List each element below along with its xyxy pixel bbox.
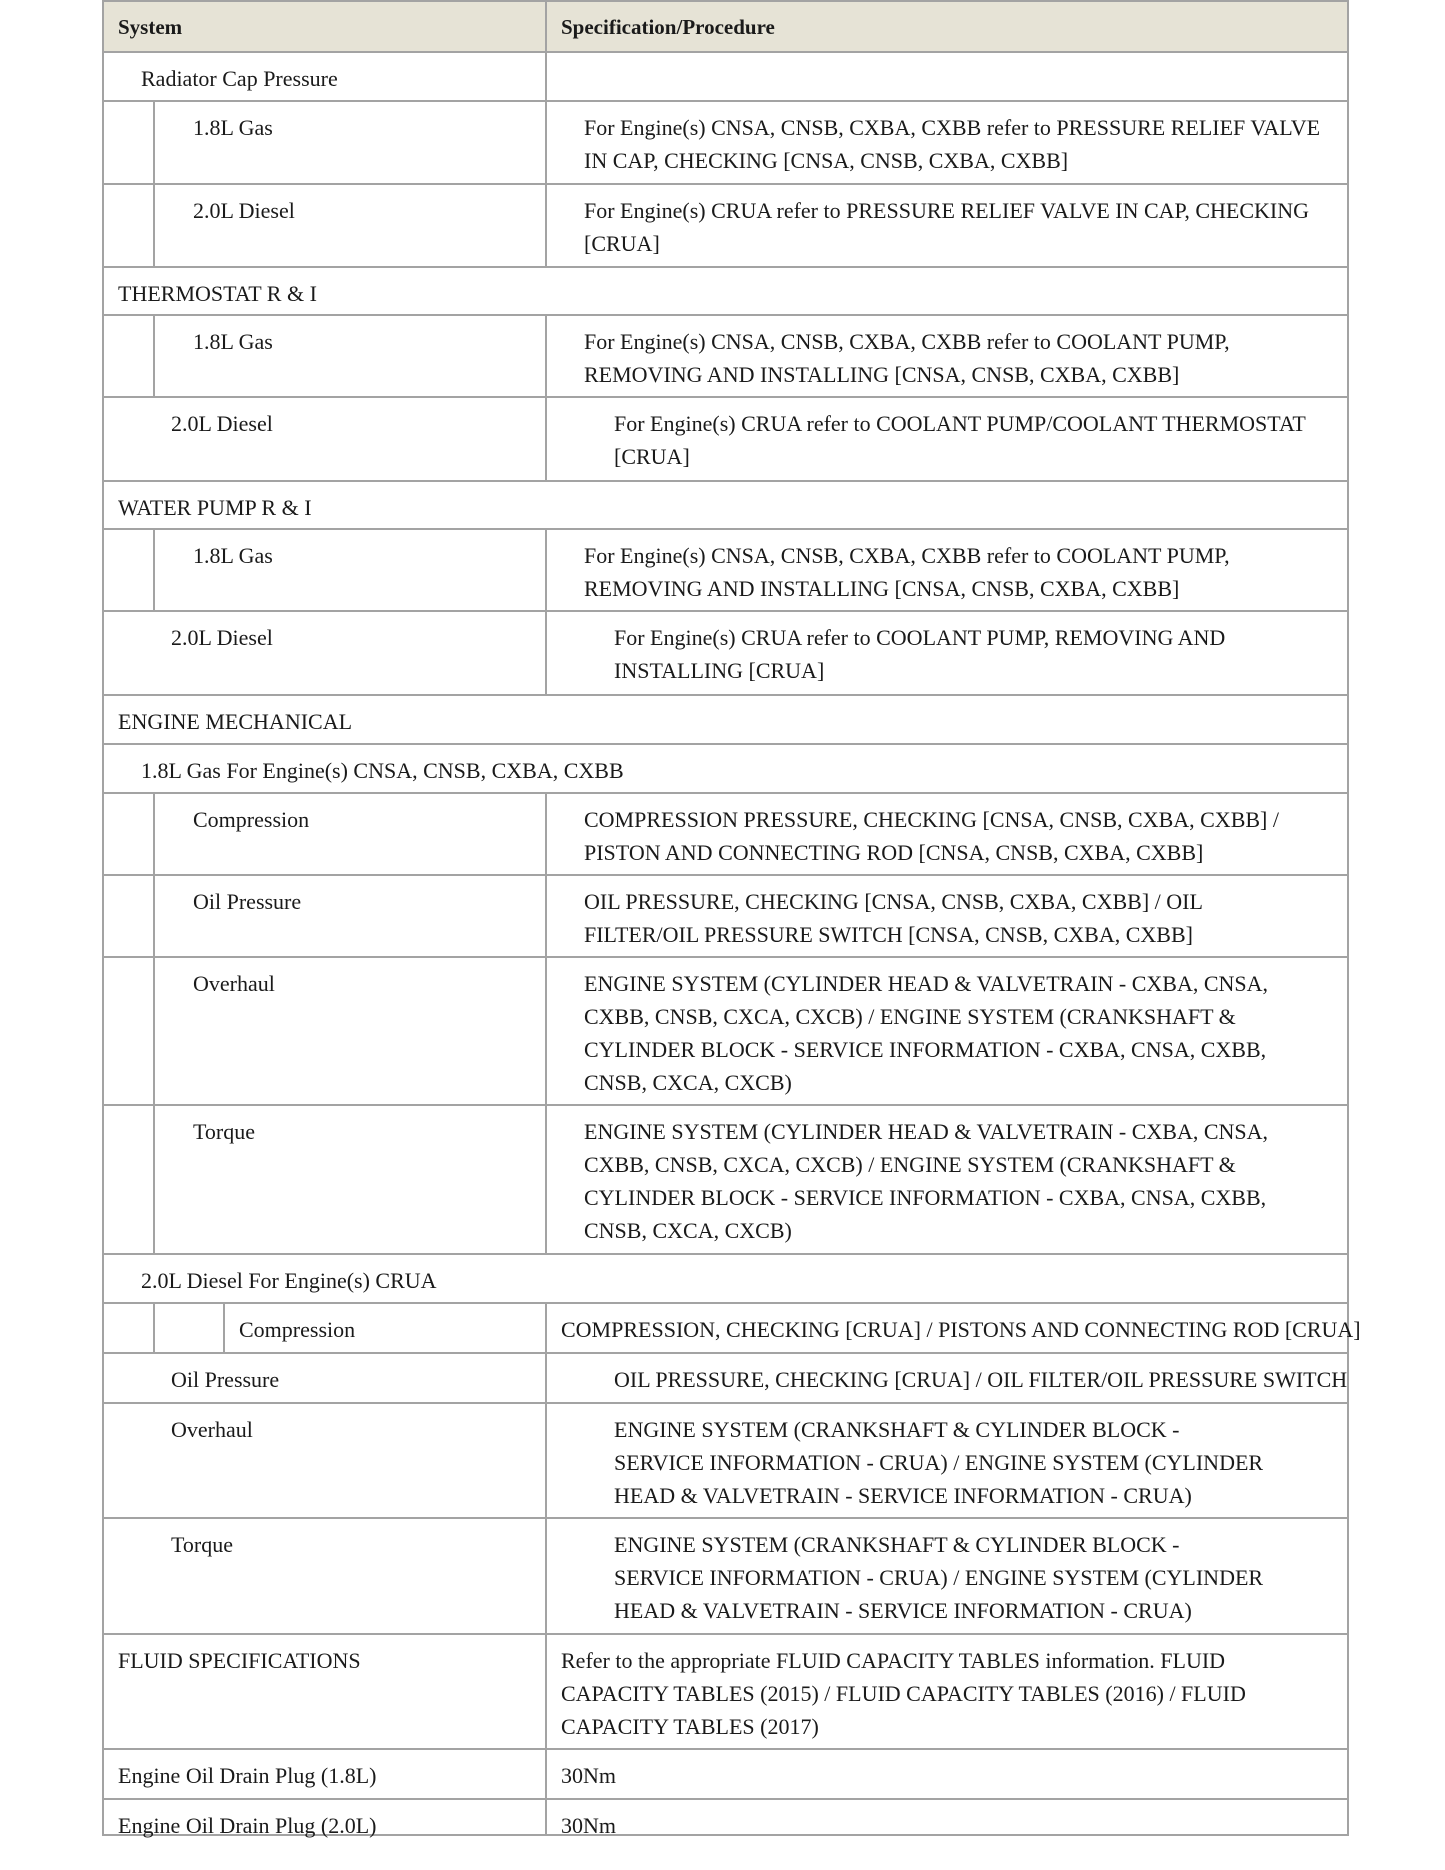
subsection-cell [104,745,1347,792]
spec-text: ENGINE SYSTEM (CYLINDER HEAD & VALVETRAIN - CXBA, CNSA, CXBB, CNSB, CXCA, CXCB) / ENGINE SYSTEM (CRANKSHAFT & CYLINDER BLOCK - SERVICE INFORMATION - CXBA, CNSA, CXBB, CNSB, CXCA, CXCB) [584,1119,1269,1243]
system-cell [104,398,545,480]
table-row [104,1404,1347,1519]
system-cell [104,1519,545,1633]
spec-text: OIL PRESSURE, CHECKING [CRUA] / OIL FILTER/OIL PRESSURE SWITCH [614,1367,1348,1392]
spec-cell [545,794,1347,874]
indent-block [155,1304,225,1352]
subsection-label: 2.0L Diesel For Engine(s) CRUA [141,1268,437,1293]
spec-text: ENGINE SYSTEM (CYLINDER HEAD & VALVETRAIN - CXBA, CNSA, CXBB, CNSB, CXCA, CXCB) / ENGINE SYSTEM (CRANKSHAFT & CYLINDER BLOCK - SERVICE INFORMATION - CXBA, CNSA, CXBB, CNSB, CXCA, CXCB) [584,971,1269,1095]
spec-cell [545,1304,1361,1352]
table-row [104,958,1347,1106]
table-header-row [104,2,1347,53]
table-row [104,612,1347,696]
system-cell [104,1304,545,1352]
system-cell [104,1635,545,1748]
spec-cell [545,1404,1347,1517]
spec-text: For Engine(s) CRUA refer to COOLANT PUMP, REMOVING AND INSTALLING [CRUA] [614,625,1226,683]
spec-text: 30Nm [561,1763,616,1788]
spec-cell [545,1106,1347,1253]
spec-cell [545,958,1347,1104]
indent-block [104,530,155,610]
row-label: 1.8L Gas [193,329,273,354]
spec-cell [545,53,1347,100]
system-cell [104,185,545,266]
row-label: Oil Pressure [171,1367,280,1392]
spec-text: 30Nm [561,1813,616,1838]
table-row [104,745,1347,794]
indent-block [104,958,155,1104]
row-label: Compression [239,1317,356,1342]
system-cell [104,1354,545,1402]
table-row [104,482,1347,530]
system-cell [104,1800,545,1836]
row-label: Oil Pressure [193,889,302,914]
table-row [104,696,1347,745]
table-row [104,1635,1347,1750]
subsection-label: 1.8L Gas For Engine(s) CNSA, CNSB, CXBA, CXBB [141,758,624,783]
system-cell [104,1750,545,1798]
spec-text: OIL PRESSURE, CHECKING [CNSA, CNSB, CXBA, CXBB] / OIL FILTER/OIL PRESSURE SWITCH [CNSA, CNSB, CXBA, CXBB] [584,889,1203,947]
row-label: 1.8L Gas [193,115,273,140]
spec-text: Refer to the appropriate FLUID CAPACITY TABLES information. FLUID CAPACITY TABLES (2015) / FLUID CAPACITY TABLES (2016) / FLUID CAPACITY TABLES (2017) [561,1648,1246,1739]
table-row [104,876,1347,958]
spec-cell [545,1800,1347,1836]
row-label: 2.0L Diesel [171,411,273,436]
table-row [104,1255,1347,1304]
section-cell [104,696,1347,743]
spec-text: ENGINE SYSTEM (CRANKSHAFT & CYLINDER BLOCK - SERVICE INFORMATION - CRUA) / ENGINE SYSTEM (CYLINDER HEAD & VALVETRAIN - SERVICE INFORMATION - CRUA) [614,1532,1264,1623]
system-cell [104,612,545,694]
table-row [104,185,1347,268]
header-system-cell [104,2,545,51]
subsection-cell [104,1255,1347,1302]
row-label: Engine Oil Drain Plug (2.0L) [118,1813,377,1838]
indent-block [104,1106,155,1253]
row-label: Radiator Cap Pressure [141,66,338,91]
system-cell [104,794,545,874]
row-label: Overhaul [171,1417,253,1442]
row-label: 1.8L Gas [193,543,273,568]
section-label: WATER PUMP R & I [118,495,312,520]
row-label: FLUID SPECIFICATIONS [118,1648,361,1673]
row-label: 2.0L Diesel [193,198,295,223]
system-cell [104,530,545,610]
spec-cell [545,316,1347,396]
spec-cell [545,612,1347,694]
spec-cell [545,1519,1347,1633]
indent-block [104,794,155,874]
row-label: Compression [193,807,310,832]
table-row [104,316,1347,398]
row-label: Overhaul [193,971,275,996]
spec-cell [545,1635,1347,1748]
section-label: ENGINE MECHANICAL [118,709,353,734]
spec-cell [545,102,1347,183]
system-cell [104,316,545,396]
spec-text: For Engine(s) CNSA, CNSB, CXBA, CXBB refer to PRESSURE RELIEF VALVE IN CAP, CHECKING [CNSA, CNSB, CXBA, CXBB] [584,115,1321,173]
table-row [104,1106,1347,1255]
table-row [104,1354,1347,1404]
system-cell [104,53,545,100]
system-cell [104,876,545,956]
indent-block [104,102,155,183]
indent-block [104,185,155,266]
section-cell [104,268,1347,314]
header-system-label: System [118,15,183,39]
system-cell [104,1404,545,1517]
system-cell [104,102,545,183]
table-row [104,1304,1361,1354]
spec-text: For Engine(s) CRUA refer to COOLANT PUMP/COOLANT THERMOSTAT [CRUA] [614,411,1306,469]
spec-text: For Engine(s) CNSA, CNSB, CXBA, CXBB refer to COOLANT PUMP, REMOVING AND INSTALLING [CNSA, CNSB, CXBA, CXBB] [584,329,1230,387]
header-spec-cell [545,2,1347,51]
spec-cell [545,398,1347,480]
spec-text: For Engine(s) CNSA, CNSB, CXBA, CXBB refer to COOLANT PUMP, REMOVING AND INSTALLING [CNSA, CNSB, CXBA, CXBB] [584,543,1230,601]
spec-cell [545,530,1347,610]
table-row [104,1750,1347,1800]
table-row [104,794,1347,876]
table-row [104,1800,1347,1836]
spec-text: For Engine(s) CRUA refer to PRESSURE RELIEF VALVE IN CAP, CHECKING [CRUA] [584,198,1310,256]
table-row [104,268,1347,316]
indent-block [104,1304,155,1352]
spec-text: COMPRESSION, CHECKING [CRUA] / PISTONS AND CONNECTING ROD [CRUA] [561,1317,1361,1342]
spec-cell [545,1354,1347,1402]
indent-block [104,876,155,956]
row-label: Engine Oil Drain Plug (1.8L) [118,1763,377,1788]
table-row [104,53,1347,102]
row-label: 2.0L Diesel [171,625,273,650]
system-cell [104,1106,545,1253]
section-cell [104,482,1347,528]
spec-cell [545,876,1347,956]
section-label: THERMOSTAT R & I [118,281,317,306]
spec-cell [545,1750,1347,1798]
system-cell [104,958,545,1104]
table-row [104,1519,1347,1635]
header-spec-label: Specification/Procedure [561,15,775,39]
spec-cell [545,185,1347,266]
spec-text: ENGINE SYSTEM (CRANKSHAFT & CYLINDER BLOCK - SERVICE INFORMATION - CRUA) / ENGINE SYSTEM (CYLINDER HEAD & VALVETRAIN - SERVICE INFORMATION - CRUA) [614,1417,1264,1508]
table-row [104,398,1347,482]
spec-text: COMPRESSION PRESSURE, CHECKING [CNSA, CNSB, CXBA, CXBB] / PISTON AND CONNECTING ROD [CNSA, CNSB, CXBA, CXBB] [584,807,1279,865]
spec-table [102,0,1361,1838]
row-label: Torque [193,1119,255,1144]
indent-block [104,316,155,396]
table-row [104,530,1347,612]
table-row [104,102,1347,185]
row-label: Torque [171,1532,233,1557]
